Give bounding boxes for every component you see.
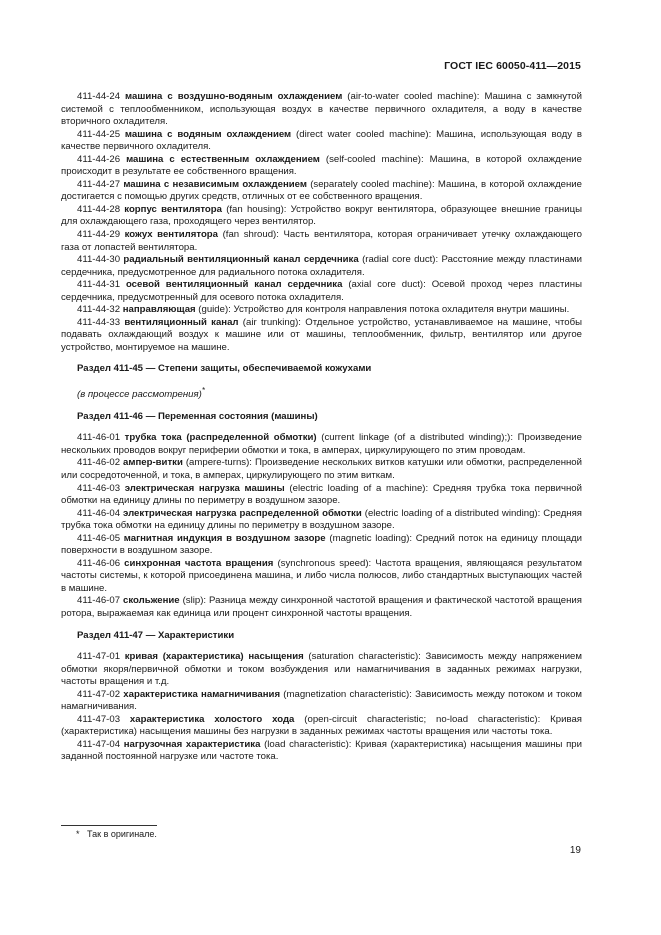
document-body [61, 91, 582, 764]
term-entry: 411-47-01 кривая (характеристика) насыщения (saturation characteristic): Зависимость между напряжением обмотки якоря/первичной обмотки и током возбуждения или намагничивания в заданных режимах нагрузки, частоты вращения и т.д. [61, 651, 582, 688]
entries-group-47 [61, 651, 582, 764]
term-entry: 411-46-01 трубка тока (распределенной обмотки) (current linkage (of a distributed winding);): Произведение нескольких проводов вокруг периферии обмотки и тока, в амперах, циркулирующего по этим проводам. [61, 432, 582, 456]
footnote-ref: * [201, 386, 205, 396]
term-entry: 411-44-26 машина с естественным охлаждением (self-cooled machine): Машина, в которой охлаждение происходит в результате ее собственного вращения. [61, 153, 583, 178]
term-entry: 411-46-03 электрическая нагрузка машины (electric loading of a machine): Средняя трубка тока первичной обмотки на единицу длины по периметру в воздушном зазоре. [61, 482, 583, 507]
term-entry: 411-44-31 осевой вентиляционный канал сердечника (axial core duct): Осевой проход через пластины сердечника, предусмотренный для осевого потока охладителя. [61, 279, 582, 303]
term-entry: 411-44-25 машина с водяным охлаждением (direct water cooled machine): Машина, использующая воду в качестве первичного охладителя. [61, 128, 582, 153]
term-entry: 411-46-07 скольжение (slip): Разница между синхронной частотой вращения и фактической частотой вращения ротора, выражаемая как единица или процент синхронной частоты вращения. [61, 595, 582, 619]
section-heading-47: Раздел 411-47 — Характеристики [77, 629, 235, 641]
footnote-divider [61, 825, 157, 826]
term-entry: 411-44-29 кожух вентилятора (fan shroud): Часть вентилятора, которая ограничивает утечку охлаждающего газа от лопастей вентилятора. [61, 229, 583, 253]
standard-header: ГОСТ IEC 60050-411—2015 [444, 60, 581, 72]
term-entry: 411-44-28 корпус вентилятора (fan housing): Устройство вокруг вентилятора, образующее внешние границы для охлаждающего газа, проходящего через вентилятор. [61, 203, 582, 228]
term-entry: 411-47-02 характеристика намагничивания (magnetization characteristic): Зависимость между потоком и током намагничивания. [61, 688, 582, 713]
term-entry: 411-46-05 магнитная индукция в воздушном зазоре (magnetic loading): Средний поток на единицу площади поверхности в воздушном зазоре. [61, 532, 583, 557]
term-entry: 411-44-24 машина с воздушно-водяным охлаждением (air-to-water cooled machine): Машина с замкнутой системой с теплообменником, использующая воздух в качестве первичного охладителя, а воду в качестве вторичного охладителя. [61, 91, 582, 128]
term-entry: 411-44-30 радиальный вентиляционный канал сердечника (radial core duct): Расстояние между пластинами сердечника, предусмотренное для радиального потока охладителя. [61, 254, 582, 278]
term-entry: 411-46-02 ампер-витки (ampere-turns): Произведение нескольких витков катушки или обмотки, распределенной или сосредоточенной, и тока, в амперах, циркулирующего по этим виткам. [61, 457, 582, 481]
term-entry: 411-46-04 электрическая нагрузка распределенной обмотки (electric loading of a distributed winding): Средняя трубка тока обмотки на единицу длины по периметру в воздушном зазоре. [61, 507, 582, 532]
term-entry: 411-44-27 машина с независимым охлаждением (separately cooled machine): Машина, в которой охлаждение достигается с помощью других средств, отличных от ее собственного вращения. [61, 178, 582, 203]
term-entry: 411-47-04 нагрузочная характеристика (load characteristic): Кривая (характеристика) насыщения машины при заданной постоянной нагрузке или частоте тока. [61, 738, 582, 763]
entries-group-44 [61, 91, 582, 354]
page-number: 19 [569, 845, 581, 856]
section-heading-46: Раздел 411-46 — Переменная состояния (машины) [77, 410, 318, 422]
footnote: * Так в оригинале. [76, 829, 157, 839]
section-heading-45: Раздел 411-45 — Степени защиты, обеспечиваемой кожухами [77, 363, 372, 375]
term-entry: 411-47-03 характеристика холостого хода (open-circuit characteristic; no-load characteristic): Кривая (характеристика) насыщения машины без нагрузки в заданных режимах частоты вращения или частоты тока. [61, 713, 582, 738]
term-entry: 411-44-32 направляющая (guide): Устройство для контроля направления потока охладителя внутри машины. [77, 304, 570, 316]
entries-group-46 [61, 432, 582, 620]
term-entry: 411-46-06 синхронная частота вращения (synchronous speed): Частота вращения, являющаяся результатом частоты системы, к которой присоединена машина, и либо числа полюсов, либо стандартных выступающих частей в машине. [61, 557, 582, 594]
term-entry: 411-44-33 вентиляционный канал (air trunking): Отдельное устройство, устанавливаемое на машине, чтобы подавать охлаждающий воздух к машине или от машины, теплообменник, фильтр, вентилятор или другое устройство, монтируемое на машине. [61, 316, 582, 353]
section-note: (в процессе рассмотрения)* [77, 386, 205, 401]
